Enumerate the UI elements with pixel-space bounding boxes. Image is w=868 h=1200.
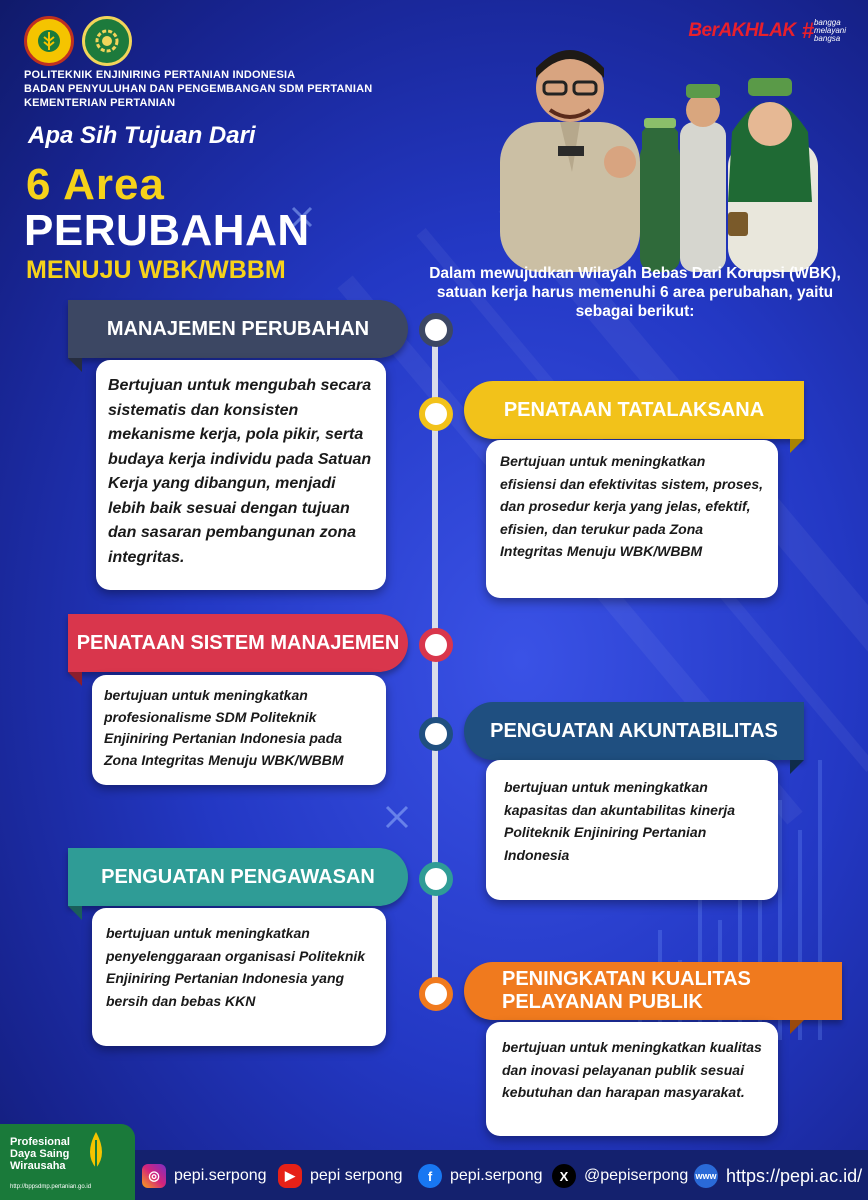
- staff-photo: [500, 32, 840, 272]
- footer-tagline: Profesional Daya Saing Wirausaha: [10, 1136, 70, 1172]
- footer-small-url: http://bppsdmp.pertanian.go.id: [10, 1184, 92, 1190]
- x-icon: X: [552, 1164, 576, 1188]
- instagram-handle: pepi.serpong: [174, 1167, 267, 1184]
- timeline-node: [419, 397, 453, 431]
- area-description-card: [486, 1022, 778, 1136]
- website-url: https://pepi.ac.id/: [726, 1165, 863, 1186]
- area-title: MANAJEMEN PERUBAHAN: [106, 317, 370, 340]
- area-description: bertujuan untuk meningkatkan profesionalisme SDM Politeknik Enjiniring Pertanian Indonesia pada Zona Integritas Menuju WBK/WBBM: [104, 687, 344, 768]
- student-figure: [680, 84, 726, 272]
- area-header-penguatan-pengawasan: [68, 848, 408, 906]
- area-description-card: [486, 440, 778, 598]
- man-figure: [500, 50, 640, 272]
- leaf-icon: [82, 1130, 110, 1170]
- area-description-card: [92, 675, 386, 785]
- timeline-node: [419, 977, 453, 1011]
- area-header-penataan-tatalaksana: [464, 381, 804, 439]
- x-handle: @pepiserpong: [584, 1167, 689, 1184]
- timeline-node: [419, 628, 453, 662]
- berakhlak-logo: BerAKHLAK: [688, 20, 796, 41]
- area-title: PENGUATAN AKUNTABILITAS: [490, 719, 778, 742]
- x-link[interactable]: [552, 1164, 688, 1188]
- hash-mark: #: [801, 18, 814, 43]
- facebook-icon: f: [418, 1164, 442, 1188]
- timeline-node: [419, 717, 453, 751]
- youtube-icon: ▶: [278, 1164, 302, 1188]
- ribbon-fold: [790, 760, 804, 774]
- student-figure: [728, 78, 818, 272]
- area-description: Bertujuan untuk mengubah secara sistematis dan konsisten mekanisme kerja, pola pikir, serta budaya kerja individu pada Satuan Kerja yang dibangun, menjadi lebih baik sesuai dengan tujuan dan sasaran pembangunan zona integritas.: [108, 377, 372, 566]
- ribbon-fold: [68, 906, 82, 920]
- pepi-logo: [82, 16, 132, 66]
- area-description: bertujuan untuk meningkatkan kapasitas dan akuntabilitas kinerja Politeknik Enjiniring Pertanian Indonesia: [504, 779, 736, 863]
- facebook-link[interactable]: [418, 1164, 543, 1188]
- area-header-manajemen-perubahan: [68, 300, 408, 358]
- youtube-link[interactable]: [278, 1164, 403, 1188]
- area-description-card: [486, 760, 778, 900]
- intro-text: Dalam mewujudkan Wilayah Bebas Dari Korupsi (WBK), satuan kerja harus memenuhi 6 area perubahan, yaitu sebagai berikut:: [429, 265, 841, 320]
- ribbon-fold: [68, 672, 82, 686]
- institution-name: [24, 68, 372, 110]
- wheat-icon: [34, 26, 64, 56]
- area-description: Bertujuan untuk meningkatkan efisiensi dan efektivitas sistem, proses, dan prosedur kerja yang jelas, efektif, efisien, dan terukur pada Zona Integritas Menuju WBK/WBBM: [500, 453, 764, 559]
- area-title: PENINGKATAN KUALITAS PELAYANAN PUBLIK: [502, 968, 751, 1013]
- logo-group: [24, 16, 132, 66]
- kementan-logo: [24, 16, 74, 66]
- timeline-node: [419, 313, 453, 347]
- ribbon-fold: [68, 358, 82, 372]
- x-deco-icon: [384, 804, 410, 830]
- institution-line: BADAN PENYULUHAN DAN PENGEMBANGAN SDM PERTANIAN: [24, 83, 373, 95]
- area-description: bertujuan untuk meningkatkan penyelenggaraan organisasi Politeknik Enjiniring Pertanian Indonesia yang bersih dan bebas KKN: [106, 925, 366, 1009]
- area-title: PENGUATAN PENGAWASAN: [101, 865, 375, 888]
- gear-icon: [92, 26, 122, 56]
- area-title: PENATAAN SISTEM MANAJEMEN: [76, 631, 400, 654]
- title-area: 6 Area: [26, 160, 165, 209]
- area-header-peningkatan-kualitas-pelayanan-publik: [464, 962, 842, 1020]
- area-description-card: [92, 908, 386, 1046]
- bangga-text: bangga melayani bangsa: [813, 18, 846, 43]
- instagram-link[interactable]: [142, 1164, 267, 1188]
- area-description: bertujuan untuk meningkatkan kualitas dan inovasi pelayanan publik sesuai kebutuhan dan harapan masyarakat.: [502, 1039, 762, 1100]
- institution-line: POLITEKNIK ENJINIRING PERTANIAN INDONESIA: [24, 69, 296, 81]
- area-description-card: [96, 360, 386, 590]
- ribbon-fold: [790, 439, 804, 453]
- globe-icon: www: [694, 1164, 718, 1188]
- title-wbk: MENUJU WBK/WBBM: [26, 256, 286, 284]
- title-question: Apa Sih Tujuan Dari: [28, 122, 256, 149]
- timeline-node: [419, 862, 453, 896]
- youtube-handle: pepi serpong: [310, 1167, 403, 1184]
- instagram-icon: ◎: [142, 1164, 166, 1188]
- area-header-penataan-sistem-manajemen: [68, 614, 408, 672]
- facebook-handle: pepi.serpong: [450, 1167, 543, 1184]
- institution-line: KEMENTERIAN PERTANIAN: [24, 97, 176, 109]
- student-figure: [640, 118, 680, 272]
- ribbon-fold: [790, 1020, 804, 1034]
- title-perubahan: PERUBAHAN: [24, 206, 310, 255]
- website-link[interactable]: [694, 1164, 862, 1188]
- area-title: PENATAAN TATALAKSANA: [503, 398, 765, 421]
- area-header-penguatan-akuntabilitas: [464, 702, 804, 760]
